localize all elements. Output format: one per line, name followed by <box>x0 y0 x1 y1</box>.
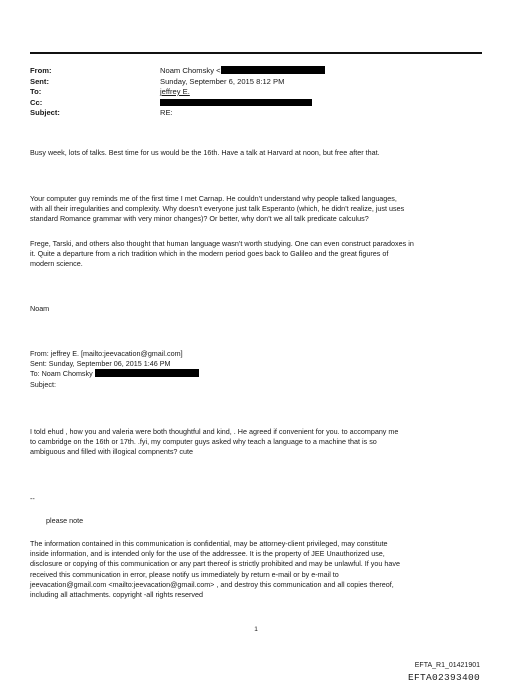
to-value: jeffrey E. <box>160 87 190 96</box>
quoted-from: From: jeffrey E. [mailto:jeevacation@gmail.com] <box>30 349 183 358</box>
redaction-block <box>95 369 199 377</box>
redaction-block <box>221 66 325 74</box>
separator-dashes: -- <box>30 494 35 503</box>
header-sent-row <box>30 77 482 88</box>
redaction-block <box>160 99 312 106</box>
disclaimer: The information contained in this communication is confidential, may be attorney-client privileged, may constitute inside information, and is intended only for the use of the addressee. It is the property of JEE Unauthorized use, disclosure or copying of this communication or any part thereof is strictly prohibited and may be unlawful. If you have received this communication in error, please notify us immediately by return e-mail or by e-mail to jeevacation@gmail.com <mailto:jeevacation@gmail.com> , and destroy this communication and all copies thereof, including all attachments. copyright -all rights reserved <box>30 539 400 600</box>
message-paragraph-3: Frege, Tarski, and others also thought that human language wasn’t worth studying. One can even construct paradoxes in it. Quite a departure from a rich tradition which in the modern period goes back to Galileo and the great figures of modern science. <box>30 239 414 269</box>
quoted-header <box>30 349 482 390</box>
bates-number-large: EFTA02393400 <box>407 672 480 683</box>
quoted-sent: Sent: Sunday, September 06, 2015 1:46 PM <box>30 359 171 369</box>
sent-value: Sunday, September 6, 2015 8:12 PM <box>160 76 285 86</box>
from-value: Noam Chomsky < <box>160 66 325 76</box>
cc-label: Cc: <box>30 97 43 107</box>
cc-value <box>160 98 312 108</box>
message-paragraph-2: Your computer guy reminds me of the first time I met Carnap. He couldn’t understand why people talked languages, with all their irregularities and complexity. Why doesn’t everyone just talk Esperanto (which, he didn’t realize, just uses standard Romance grammar with very minor changes)? Or better, why don’t we all talk predicate calculus? <box>30 194 405 224</box>
quoted-message: I told ehud , how you and valeria were both thoughtful and kind, . He agreed if convenient for you. to accompany me to cambridge on the 16th or 17th. .fyi, my computer guys asked why teach a language to a machine that is so ambiguous and filled with illogical compnents? cute <box>30 427 399 457</box>
header-cc-row <box>30 98 482 109</box>
subject-value: RE: <box>160 108 173 117</box>
page-number: 1 <box>254 626 258 633</box>
sent-label: Sent: <box>30 76 49 86</box>
to-label: To: <box>30 87 42 96</box>
quoted-to: To: Noam Chomsky <box>30 369 482 379</box>
bates-number-small: EFTA_R1_01421901 <box>414 662 480 669</box>
header-from-row <box>30 66 482 77</box>
from-label: From: <box>30 66 52 75</box>
please-note: please note <box>46 516 84 525</box>
header-to-row <box>30 87 482 98</box>
signature: Noam <box>30 304 50 313</box>
email-header <box>30 66 482 119</box>
quoted-subject: Subject: <box>30 379 56 389</box>
header-rule <box>30 52 482 54</box>
header-subject-row <box>30 108 482 119</box>
subject-label: Subject: <box>30 108 60 117</box>
message-paragraph-1: Busy week, lots of talks. Best time for us would be the 16th. Have a talk at Harvard at noon, but free after that. <box>30 148 380 157</box>
